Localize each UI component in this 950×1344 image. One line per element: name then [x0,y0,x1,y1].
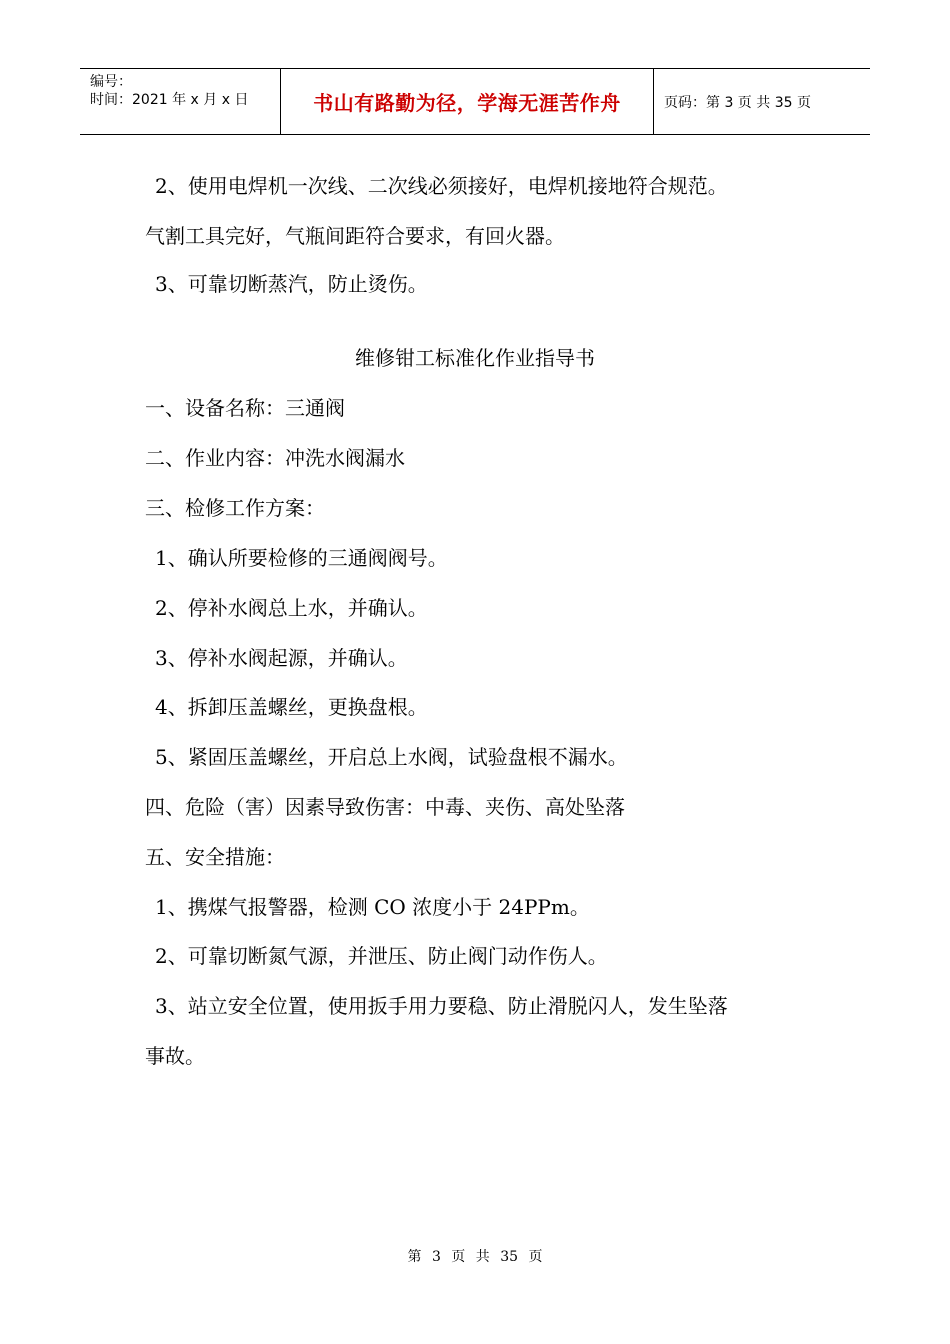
paragraph-item-2-continued: 气割工具完好，气瓶间距符合要求，有回火器。 [145,224,565,248]
repair-step-2: 2、停补水阀总上水，并确认。 [155,596,428,620]
document-number-label: 编号： [90,74,132,90]
header-meta-cell [80,69,281,134]
document-title: 维修钳工标准化作业指导书 [355,346,595,370]
repair-step-4: 4、拆卸压盖螺丝，更换盘根。 [155,695,428,719]
repair-step-5: 5、紧固压盖螺丝，开启总上水阀，试验盘根不漏水。 [155,745,628,769]
paragraph-item-2: 2、使用电焊机一次线、二次线必须接好，电焊机接地符合规范。 [155,174,728,198]
page-header [80,68,870,135]
safety-step-1: 1、携煤气报警器，检测 CO 浓度小于 24PPm。 [155,895,590,919]
safety-step-3: 3、站立安全位置，使用扳手用力要稳、防止滑脱闪人，发生坠落 [155,994,728,1018]
repair-step-3: 3、停补水阀起源，并确认。 [155,646,408,670]
paragraph-item-3: 3、可靠切断蒸汽，防止烫伤。 [155,272,428,296]
section-safety-measures: 五、安全措施： [145,845,285,869]
header-motto-cell [281,69,654,134]
safety-step-2: 2、可靠切断氮气源，并泄压、防止阀门动作伤人。 [155,944,608,968]
header-motto: 书山有路勤为径，学海无涯苦作舟 [313,91,621,115]
section-work-content: 二、作业内容：冲洗水阀漏水 [145,446,405,470]
page-footer: 第 3 页 共 35 页 [407,1249,543,1265]
section-repair-plan: 三、检修工作方案： [145,496,325,520]
section-equipment-name: 一、设备名称：三通阀 [145,396,345,420]
repair-step-1: 1、确认所要检修的三通阀阀号。 [155,546,448,570]
document-time-label: 时间：2021 年 x 月 x 日 [90,92,249,108]
section-hazards: 四、危险（害）因素导致伤害：中毒、夹伤、高处坠落 [145,795,625,819]
safety-step-3-continued: 事故。 [145,1044,205,1068]
header-page-cell [654,69,870,134]
header-page-info: 页码：第 3 页 共 35 页 [664,94,811,111]
